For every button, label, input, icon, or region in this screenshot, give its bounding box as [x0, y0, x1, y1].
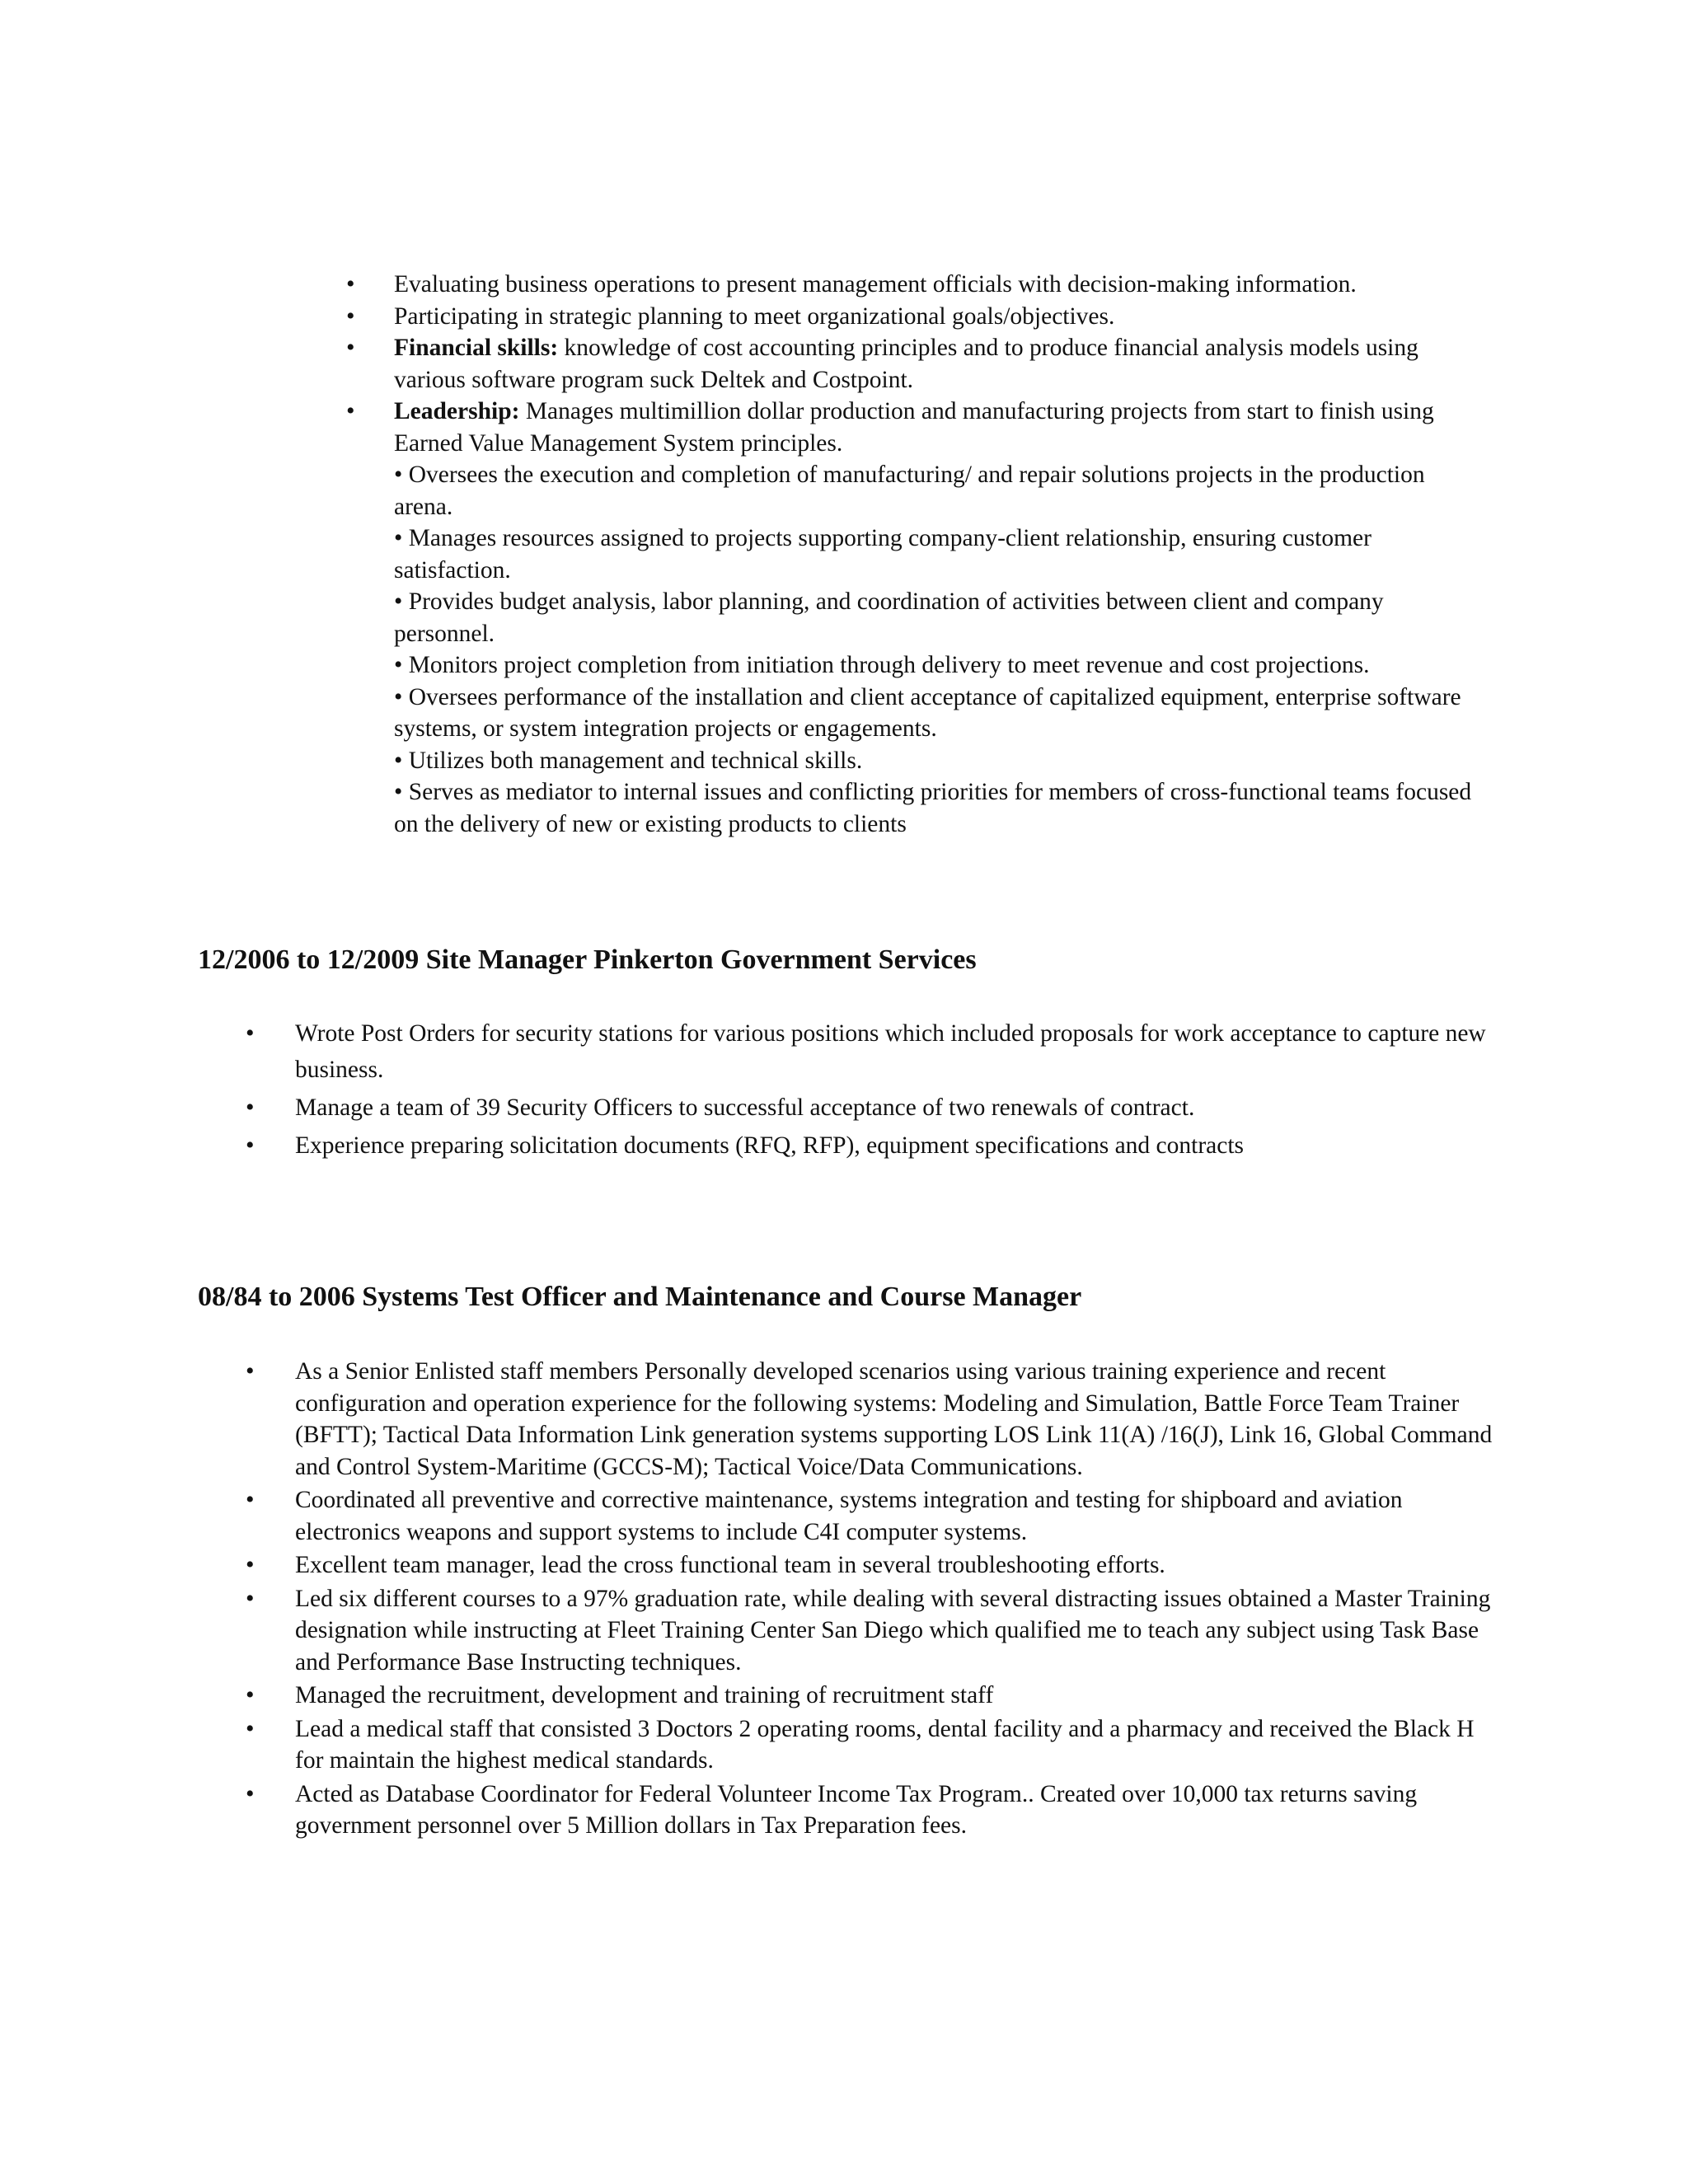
bullet-text: knowledge of cost accounting principles and to produce financial analysis models using various software program suck Deltek and Costpoint.	[394, 335, 1418, 393]
job-heading-systems-test: 08/84 to 2006 Systems Test Officer and Maintenance and Course Manager	[198, 1282, 1082, 1312]
skills-bullet	[346, 301, 1484, 333]
job-bullet: • Manage a team of 39 Security Officers to successful acceptance of two renewals of contract.	[246, 1090, 1498, 1126]
sub-bullet: • Oversees the execution and completion of manufacturing/ and repair solutions projects in the production arena.	[394, 462, 1425, 520]
job-list-systems-test	[246, 1356, 1498, 1844]
sub-bullet: • Provides budget analysis, labor planning, and coordination of activities between client and company personnel.	[394, 588, 1384, 647]
bullet-text: Evaluating business operations to present management officials with decision-making information.	[394, 271, 1357, 298]
job-bullet: • Experience preparing solicitation documents (RFQ, RFP), equipment specifications and contracts	[246, 1127, 1498, 1164]
bullet-lead: Leadership:	[394, 398, 520, 424]
job-bullet: • Coordinated all preventive and corrective maintenance, systems integration and testing for shipboard and aviation electronics weapons and support systems to include C4I computer systems.	[246, 1484, 1498, 1548]
skills-bullet	[346, 396, 1484, 840]
skills-list	[346, 269, 1484, 840]
job-bullet: • Acted as Database Coordinator for Federal Volunteer Income Tax Program.. Created over 10,000 tax returns saving government personnel over 5 Million dollars in Tax Preparation fees.	[246, 1779, 1498, 1842]
job-bullet: • As a Senior Enlisted staff members Personally developed scenarios using various training experience and recent configuration and operation experience for the following systems: Modeling and Simulation, Battle Force Team Trainer (BFTT); Tactical Data Information Link generation systems supporting LOS Link 11(A) /16(J), Link 16, Global Command and Control System-Maritime (GCCS-M); Tactical Voice/Data Communications.	[246, 1356, 1498, 1483]
job-list-pinkerton	[246, 1015, 1498, 1165]
job-bullet: • Excellent team manager, lead the cross functional team in several troubleshooting efforts.	[246, 1549, 1498, 1582]
sub-bullet: • Manages resources assigned to projects supporting company-client relationship, ensuring customer satisfaction.	[394, 525, 1372, 583]
skills-bullet	[346, 332, 1484, 396]
job-bullet: • Lead a medical staff that consisted 3 Doctors 2 operating rooms, dental facility and a pharmacy and received the Black H for maintain the highest medical standards.	[246, 1713, 1498, 1777]
sub-bullet: • Oversees performance of the installation and client acceptance of capitalized equipment, enterprise software systems, or system integration projects or engagements.	[394, 683, 1461, 742]
job-bullet: • Led six different courses to a 97% graduation rate, while dealing with several distracting issues obtained a Master Training designation while instructing at Fleet Training Center San Diego which qualified me to teach any subject using Task Base and Performance Base Instructing techniques.	[246, 1583, 1498, 1679]
sub-bullet: • Serves as mediator to internal issues and conflicting priorities for members of cross-functional teams focused on the delivery of new or existing products to clients	[394, 779, 1472, 837]
sub-bullet: • Monitors project completion from initiation through delivery to meet revenue and cost projections.	[394, 652, 1370, 678]
job-bullet: • Managed the recruitment, development and training of recruitment staff	[246, 1680, 1498, 1712]
job-heading-pinkerton: 12/2006 to 12/2009 Site Manager Pinkerton Government Services	[198, 944, 977, 975]
bullet-text: Manages multimillion dollar production and manufacturing projects from start to finish using Earned Value Management System principles.	[394, 398, 1434, 457]
job-bullet: • Wrote Post Orders for security stations for various positions which included proposals for work acceptance to capture new business.	[246, 1015, 1498, 1088]
sub-bullet: • Utilizes both management and technical skills.	[394, 747, 863, 774]
skills-bullet	[346, 269, 1484, 301]
bullet-text: Participating in strategic planning to meet organizational goals/objectives.	[394, 302, 1115, 330]
bullet-lead: Financial skills:	[394, 335, 559, 361]
